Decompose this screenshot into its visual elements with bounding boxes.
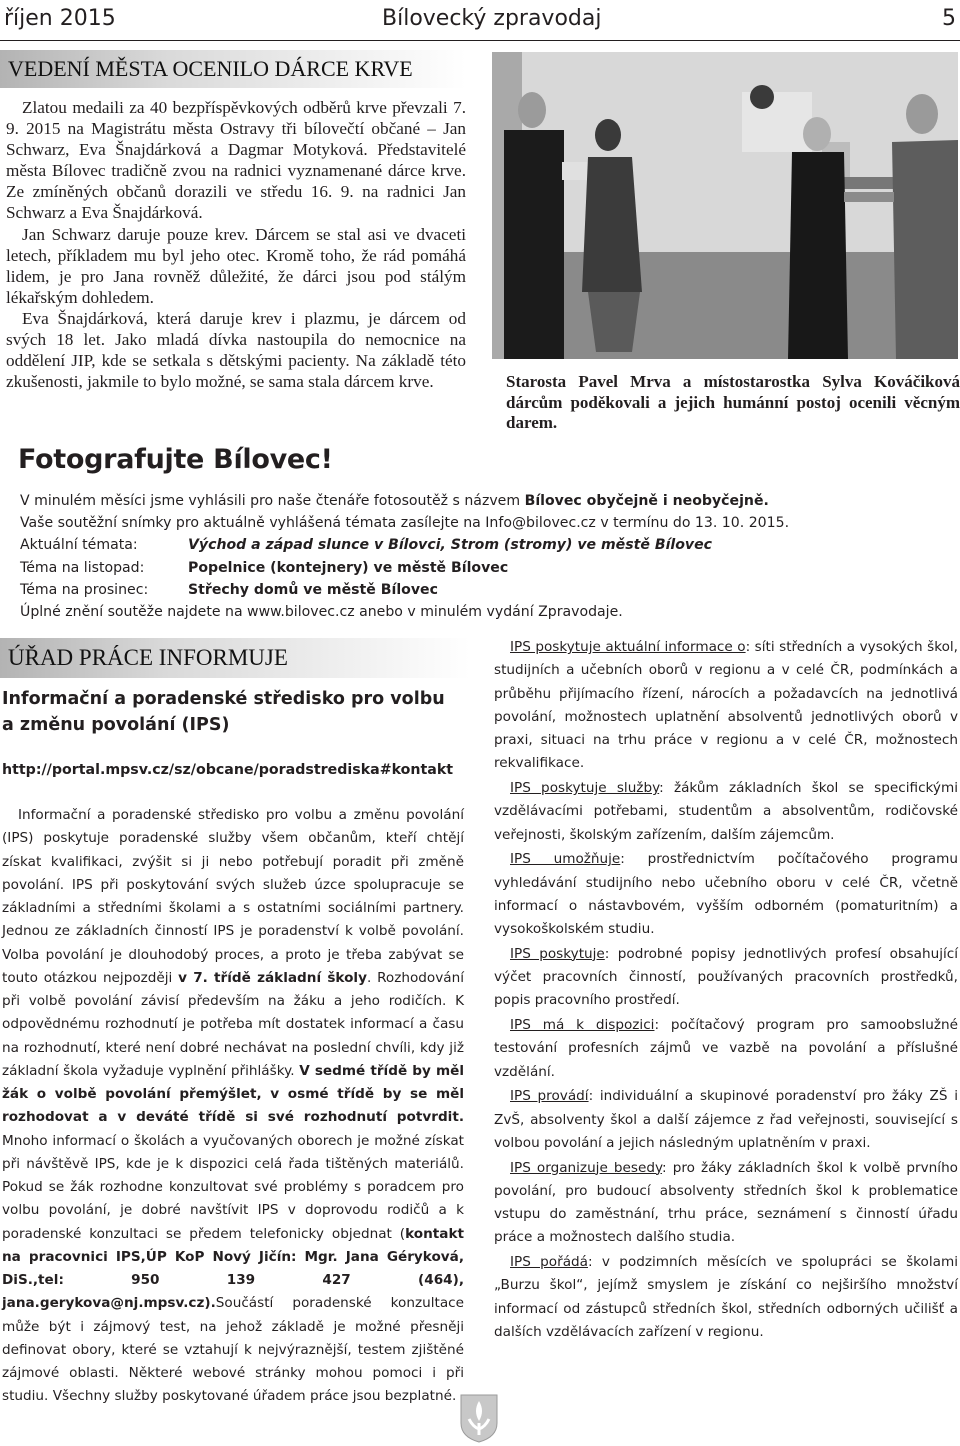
contest-topic xyxy=(20,557,950,579)
topic-value: Východ a západ slunce v Bílovci, Strom (stromy) ve městě Bílovec xyxy=(188,537,713,554)
service-text: : pro žáky základních škol k volbě prvního povolání, pro budoucí absolventy středních škol k problematice vstupu do zaměstnání, trhu práce, seznámení s činností úřadu práce a možnostech dalšího studia. xyxy=(494,1159,958,1246)
service-lead: IPS poskytuje služby xyxy=(510,780,660,796)
text-run: Součástí poradenské konzultace může být i zájmový test, na jehož základě je možné přesněji definovat obory, které se vztahují k nejvýraznější, testem zjištěné zájmové oblasti. Některé webové stránky mohou pomoci i při studiu. Všechny služby poskytované úřadem práce jsou bezplatné. xyxy=(2,1295,464,1405)
service-text: : v podzimních měsících ve spolupráci se školami „Burzu škol“, jejímž smyslem je získání co nejširšího množství informací od zástupců středních škol, středních odborných učilišť a dalších vzdělávacích zařízení v regionu. xyxy=(494,1254,958,1340)
ips-url: http://portal.mpsv.cz/sz/obcane/poradstrediska#kontakt xyxy=(2,762,454,778)
topic-label: Aktuální témata: xyxy=(20,537,138,554)
ips-service-item xyxy=(494,777,958,847)
service-lead: IPS pořádá xyxy=(510,1254,588,1270)
ips-service-item xyxy=(494,1014,958,1084)
contest-footer: Úplné znění soutěže najdete na www.bilovec.cz anebo v minulém vydání Zpravodaje. xyxy=(20,604,623,621)
text-run: Informační a poradenské středisko pro volbu a změnu povolání (IPS) poskytuje poradenské služby všem občanům, kteří chtějí získat kvalifikaci, zvýšit si ji nebo potřebují poradit při změně povolání. IPS při poskytování svých služeb úzce spolupracuje se základními a středními školami a s ostatními sociálními partnery. Jednou ze základních činností IPS je poradenství k volbě povolání. Volba povolání je dlouhodobý proces, a proto je třeba zabývat se touto otázkou nejpozději xyxy=(2,807,464,986)
service-lead: IPS poskytuje aktuální informace o xyxy=(510,639,746,655)
contest-name: Bílovec obyčejně i neobyčejně. xyxy=(524,493,769,509)
service-text: : podrobné popisy jednotlivých profesí obsahující výčet pracovních činností, používaných pracovních prostředků, popis pracovního prostředí. xyxy=(494,945,958,1009)
article-banner xyxy=(0,50,466,88)
award-photo xyxy=(492,52,958,359)
text-run: . Rozhodování při volbě povolání závisí především na žáku a jeho rodičích. K odpovědnému rozhodnutí je potřeba mít dostatek informací a času na rozhodnutí, které není dobré nechávat na poslední chvíli, kdy již základní škola vyžaduje vyplnění přihlášky. xyxy=(2,969,465,1079)
contest-intro xyxy=(20,490,950,512)
contest-submission: Vaše soutěžní snímky pro aktuálně vyhlášená témata zasílejte na Info@bilovec.cz v termínu do 13. 10. 2015. xyxy=(20,515,790,532)
bold-run: v 7. třídě základní školy xyxy=(178,969,367,986)
article-paragraph: Jan Schwarz daruje pouze krev. Dárcem se stal asi ve dvaceti letech, příkladem mu byl jeho otec. Kromě toho, že rád pomáhá lidem, je pro Jana rovněž důležité, že dárci jsou pod stálým lékařským dohledem. xyxy=(6,224,466,307)
contest-topic xyxy=(20,579,950,601)
topic-value: Střechy domů ve městě Bílovec xyxy=(188,581,438,598)
article-body xyxy=(6,97,466,392)
city-crest-logo xyxy=(459,1393,499,1443)
ips-service-item xyxy=(494,1085,958,1155)
article-paragraph: Eva Šnajdárková, která daruje krev i plazmu, je dárcem od svých 18 let. Jako mladá dívka nastoupila do nemocnice na oddělení JIP, kde se setkala s dětskými pacienty. Na základě této zkušenosti, jakmile to bylo možné, se sama stala dárcem krve. xyxy=(6,308,466,392)
contest-title: Fotografujte Bílovec! xyxy=(18,444,333,475)
topic-label: Téma na listopad: xyxy=(20,559,145,576)
service-lead: IPS má k dispozici xyxy=(510,1017,655,1033)
ips-heading: Informační a poradenské středisko pro volbu a změnu povolání (IPS) xyxy=(2,689,445,735)
issue-date: říjen 2015 xyxy=(4,6,116,31)
topic-value: Popelnice (kontejnery) ve městě Bílovec xyxy=(188,559,509,576)
article-title: ÚŘAD PRÁCE INFORMUJE xyxy=(8,645,288,670)
service-lead: IPS provádí xyxy=(510,1088,589,1105)
text-run: Mnoho informací o školách a vyučovaných oborech je možné získat při návštěvě IPS, kde je k dispozici celá řada tištěných materiálů. Pokud se žák rozhodne konzultovat své problémy s poradcem pro volbu povolání, je dobré navštívit IPS v doprovodu rodičů a k poradenské konzultaci se předem telefonicky objednat ( xyxy=(2,1132,464,1242)
service-lead: IPS organizuje besedy xyxy=(510,1159,663,1176)
service-text: : síti středních a vysokých škol, studijních a učebních oborů v regionu a v celé ČR, podmínkách a průběhu přijímacího řízení, nárocích a požadavcích na jednotlivá povolání, možnostech uplatnění absolventů jednotlivých oborů v praxi, situaci na trhu práce v regionu a v celé ČR, možnostech rekvalifikace. xyxy=(494,639,958,772)
service-text: : prostřednictvím počítačového programu vyhledávání studijního nebo učebního oboru v celé ČR, včetně informací o nástavbovém, vyšším odborném (pomaturitním) a vysokoškolském studiu. xyxy=(494,851,958,937)
contest-topic xyxy=(20,534,950,556)
service-text: : žákům základních škol se specifickými vzdělávacími potřebami, studentům a absolventům, rodičovské veřejnosti, školským zařízením, dalším zájemcům. xyxy=(494,780,958,843)
service-text: : počítačový program pro samoobslužné testování profesních zájmů ve vazbě na povolání a příslušné vzdělání. xyxy=(494,1017,958,1080)
article-paragraph: Zlatou medaili za 40 bezpříspěvkových odběrů krve převzali 7. 9. 2015 na Magistrátu města Ostravy tři bílovečtí občané – Jan Schwarz, Eva Šnajdárková a Dagmar Motyková. Představitelé města Bílovec tradičně zvou na radnici vyznamenané dárce krve. Ze zmíněných občanů dorazili ve středu 16. 9. na radnici Jan Schwarz a Eva Šnajdárková. xyxy=(6,98,466,223)
bold-run: V sedmé třídě by měl žák o volbě povolání přemýšlet, v osmé třídě by se měl rozhodovat a v deváté třídě si své rozhodnutí potvrdit. xyxy=(2,1062,465,1126)
service-lead: IPS umožňuje xyxy=(510,851,621,868)
ips-services-list xyxy=(494,636,958,1346)
ips-service-item xyxy=(494,1157,958,1250)
ips-service-item xyxy=(494,943,958,1013)
article-banner xyxy=(0,638,470,678)
bold-run: kontakt na pracovnici IPS,ÚP KoP Nový Jičín: Mgr. Jana Géryková, DiS.,tel: 950 139 427 (464), jana.gerykova@nj.mpsv.cz). xyxy=(2,1225,464,1312)
photo-caption: Starosta Pavel Mrva a místostarostka Sylva Kováčiková dárcům poděkovali a jejich humánní postoj ocenili věcným darem. xyxy=(506,372,960,433)
service-lead: IPS poskytuje xyxy=(510,945,605,962)
ips-body xyxy=(2,804,464,1409)
contest-box xyxy=(20,490,950,623)
ips-paragraph xyxy=(2,804,464,1409)
service-text: : individuální a skupinové poradenství pro žáky ZŠ i ZvŠ, absolventy škol a další zájemce z řad veřejnosti, související s volbou povolání a jejich následným uplatněním v praxi. xyxy=(494,1088,958,1151)
page-header xyxy=(0,0,960,41)
article-title: VEDENÍ MĚSTA OCENILO DÁRCE KRVE xyxy=(8,56,413,81)
topic-label: Téma na prosinec: xyxy=(20,581,149,598)
page-number: 5 xyxy=(942,6,956,31)
ips-service-item xyxy=(494,1251,958,1344)
ips-service-item xyxy=(494,848,958,941)
contest-intro-text: V minulém měsíci jsme vyhlásili pro naše čtenáře fotosoutěž s názvem xyxy=(20,493,525,509)
ips-service-item xyxy=(494,636,958,776)
publication-title: Bílovecký zpravodaj xyxy=(382,6,602,31)
